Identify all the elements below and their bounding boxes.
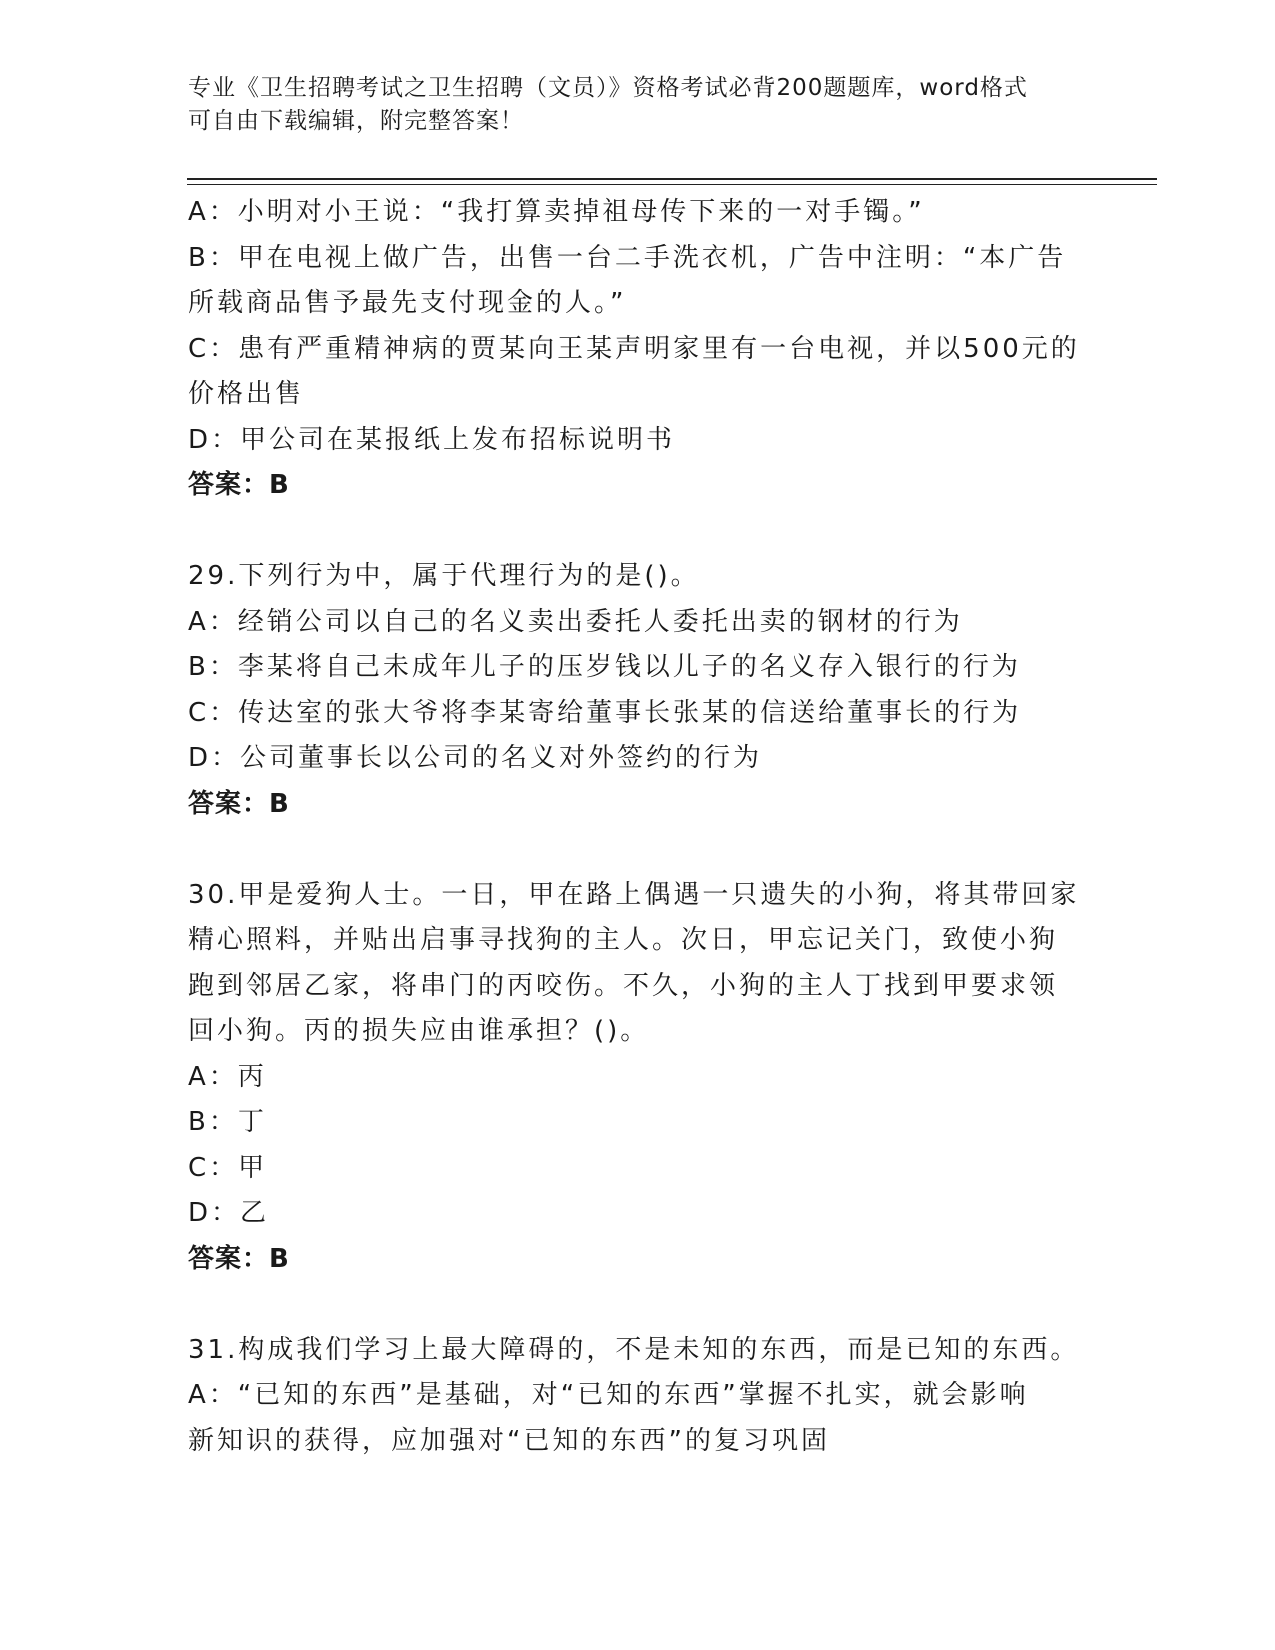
question-block <box>188 1328 1088 1465</box>
option-b: B：甲在电视上做广告，出售一台二手洗衣机，广告中注明：“本广告 <box>188 242 1067 273</box>
option-c: C：患有严重精神病的贾某向王某声明家里有一台电视，并以500元的 <box>188 333 1080 364</box>
question-block <box>188 873 1088 1283</box>
spacer <box>188 1282 1088 1328</box>
answer: 答案：B <box>188 470 290 500</box>
question-stem: 29.下列行为中，属于代理行为的是()。 <box>188 561 700 591</box>
answer: 答案：B <box>188 1243 290 1274</box>
question-block <box>188 554 1088 827</box>
option-b: B：丁 <box>188 1107 267 1137</box>
option-a-cont: 新知识的获得，应加强对“已知的东西”的复习巩固 <box>188 1425 830 1456</box>
question-content <box>188 190 1088 1464</box>
spacer <box>188 509 1088 555</box>
question-stem-cont: 跑到邻居乙家，将串门的丙咬伤。不久，小狗的主人丁找到甲要求领 <box>188 970 1059 1001</box>
header-rule-thick <box>187 178 1157 180</box>
option-d: D：公司董事长以公司的名义对外签约的行为 <box>188 743 763 773</box>
question-stem-cont: 回小狗。丙的损失应由谁承担？()。 <box>188 1016 650 1046</box>
option-b-cont: 所载商品售予最先支付现金的人。” <box>188 288 627 318</box>
question-stem-cont: 精心照料，并贴出启事寻找狗的主人。次日，甲忘记关门，致使小狗 <box>188 925 1059 955</box>
question-block <box>188 190 1088 509</box>
option-a: A：小明对小王说：“我打算卖掉祖母传下来的一对手镯。” <box>188 197 925 227</box>
option-d: D：甲公司在某报纸上发布招标说明书 <box>188 424 676 455</box>
option-b: B：李某将自己未成年儿子的压岁钱以儿子的名义存入银行的行为 <box>188 652 1021 682</box>
header-line-2: 可自由下载编辑，附完整答案！ <box>188 108 524 134</box>
option-a: A：“已知的东西”是基础，对“已知的东西”掌握不扎实，就会影响 <box>188 1380 1029 1410</box>
answer: 答案：B <box>188 788 290 819</box>
option-c-cont: 价格出售 <box>188 379 305 409</box>
option-a: A：经销公司以自己的名义卖出委托人委托出卖的钢材的行为 <box>188 606 963 637</box>
option-a: A：丙 <box>188 1061 267 1092</box>
header-line-1: 专业《卫生招聘考试之卫生招聘（文员）》资格考试必背200题题库，word格式 <box>188 75 1028 101</box>
question-stem: 31.构成我们学习上最大障碍的，不是未知的东西，而是已知的东西。 <box>188 1334 1080 1365</box>
option-c: C：甲 <box>188 1152 268 1183</box>
spacer <box>188 827 1088 873</box>
header-rule-thin <box>187 184 1157 185</box>
option-d: D：乙 <box>188 1198 270 1228</box>
question-stem: 30.甲是爱狗人士。一日，甲在路上偶遇一只遗失的小狗，将其带回家 <box>188 879 1080 910</box>
document-header <box>188 72 1088 138</box>
option-c: C：传达室的张大爷将李某寄给董事长张某的信送给董事长的行为 <box>188 697 1022 728</box>
